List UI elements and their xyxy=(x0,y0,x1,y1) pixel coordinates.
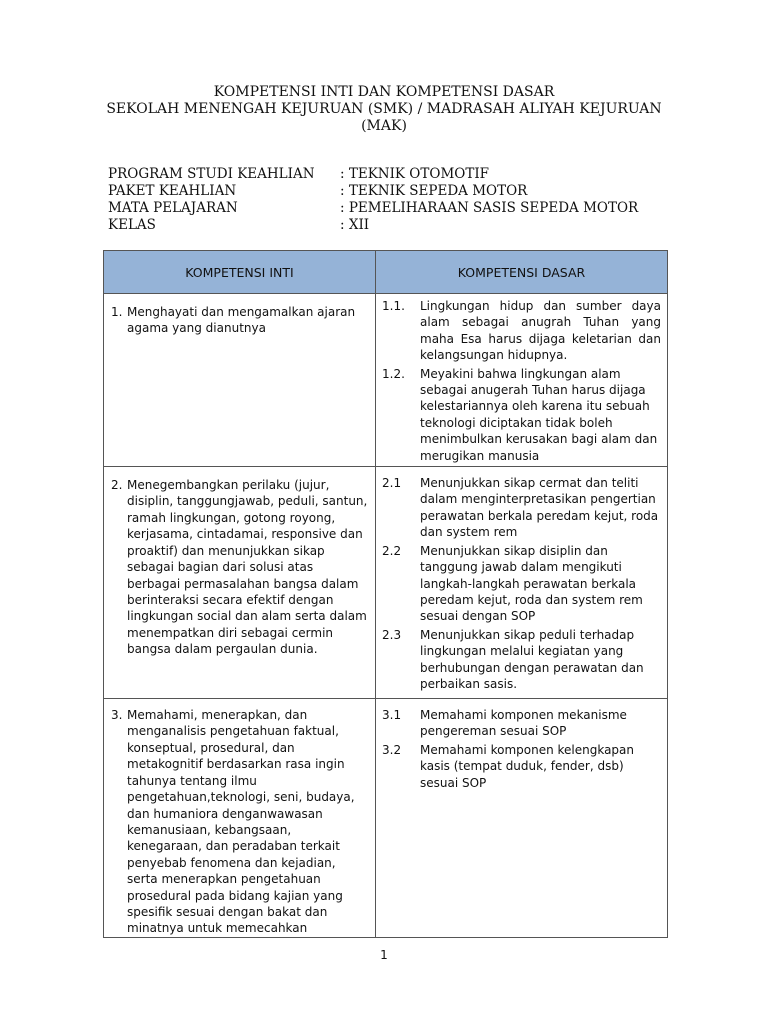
meta-value: : TEKNIK OTOMOTIF xyxy=(340,166,490,182)
meta-label: PROGRAM STUDI KEAHLIAN xyxy=(108,166,315,182)
ki-text: Menegembangkan perilaku (jujur, disiplin, tanggungjawab, peduli, santun, ramah lingkungan, gotong royong, kerjasama, cintadamai, responsive dan proaktif) dan menunjukkan sikap sebagai bagian dari solusi atas berbagai permasalahan bangsa dalam berinteraksi secara efektif dengan lingkungan social dan alam serta dalam menempatkan diri sebagai cermin bangsa dalam pergaulan dunia. xyxy=(127,478,368,657)
meta-value: : PEMELIHARAAN SASIS SEPEDA MOTOR xyxy=(340,200,639,216)
kd-text: Menunjukkan sikap disiplin dan tanggung jawab dalam mengikuti langkah-langkah perawatan berkala peredam kejut, roda dan system rem sesuai dengan SOP xyxy=(420,543,643,624)
kd-number: 2.1 xyxy=(382,476,402,491)
meta-label: MATA PELAJARAN xyxy=(108,200,238,216)
title-line-1: KOMPETENSI INTI DAN KOMPETENSI DASAR xyxy=(213,84,555,100)
meta-row-program xyxy=(108,166,638,183)
program-info xyxy=(108,166,638,234)
kd-text: Lingkungan hidup dan sumber daya alam sebagai anugrah Tuhan yang maha Esa harus dijaga keletarian dan kelangsungan hidupnya. xyxy=(420,299,661,363)
meta-row-kelas xyxy=(108,217,638,234)
header-kompetensi-inti: KOMPETENSI INTI xyxy=(104,251,376,294)
ki-cell xyxy=(104,699,376,938)
ki-text: Memahami, menerapkan, dan menganalisis pengetahuan faktual, konseptual, prosedural, dan metakognitif berdasarkan rasa ingin tahunya tentang ilmu pengetahuan,teknologi, seni, budaya, dan humaniora denganwawasan kemanusiaan, kebangsaan, kenegaraan, dan peradaban terkait penyebab fenomena dan kejadian, serta menerapkan pengetahuan prosedural pada bidang kajian yang spesifik sesuai dengan bakat dan minatnya untuk memecahkan xyxy=(127,708,355,936)
table-row xyxy=(104,467,668,699)
kd-item xyxy=(382,627,661,693)
kd-cell xyxy=(376,699,668,938)
kd-number: 3.2 xyxy=(382,742,402,757)
kd-text: Menunjukkan sikap cermat dan teliti dalam menginterpretasikan pengertian perawatan berkala peredam kejut, roda dan system rem xyxy=(420,476,659,540)
kd-number: 3.1 xyxy=(382,708,402,723)
ki-number: 3. xyxy=(111,708,123,723)
meta-value: : XII xyxy=(340,217,370,233)
ki-number: 2. xyxy=(111,478,123,493)
kd-item xyxy=(382,543,661,625)
meta-label: KELAS xyxy=(108,217,156,233)
title-line-3: (MAK) xyxy=(361,118,407,134)
kd-number: 2.2 xyxy=(382,543,402,558)
ki-number: 1. xyxy=(111,305,123,319)
kd-number: 1.2. xyxy=(382,366,405,381)
table-row xyxy=(104,699,668,938)
kd-number: 2.3 xyxy=(382,627,402,642)
competency-table xyxy=(103,250,668,938)
table-header-row xyxy=(104,251,668,294)
kd-cell xyxy=(376,294,668,467)
ki-cell xyxy=(104,467,376,699)
ki-cell xyxy=(104,294,376,467)
kd-text: Memahami komponen kelengkapan kasis (tempat duduk, fender, dsb) sesuai SOP xyxy=(420,742,635,790)
ki-text: Menghayati dan mengamalkan ajaran agama yang dianutnya xyxy=(127,305,356,336)
meta-row-paket xyxy=(108,183,638,200)
kd-item xyxy=(382,742,661,791)
meta-value: : TEKNIK SEPEDA MOTOR xyxy=(340,183,528,199)
meta-row-mapel xyxy=(108,200,638,217)
kd-item xyxy=(382,366,661,464)
table-row xyxy=(104,294,668,467)
kd-number: 1.1. xyxy=(382,299,405,313)
kd-text: Menunjukkan sikap peduli terhadap lingkungan melalui kegiatan yang berhubungan dengan perawatan dan perbaikan sasis. xyxy=(420,627,644,691)
document-title xyxy=(100,84,668,135)
page-number: 1 xyxy=(380,948,388,962)
kd-item xyxy=(382,707,661,740)
kd-text: Memahami komponen mekanisme pengereman sesuai SOP xyxy=(420,708,627,739)
kd-item xyxy=(382,298,661,364)
kd-item xyxy=(382,475,661,541)
kd-cell xyxy=(376,467,668,699)
header-kompetensi-dasar: KOMPETENSI DASAR xyxy=(376,251,668,294)
kd-text: Meyakini bahwa lingkungan alam sebagai anugerah Tuhan harus dijaga kelestariannya oleh karena itu sebuah teknologi diciptakan tidak boleh menimbulkan kerusakan bagi alam dan merugikan manusia xyxy=(420,366,658,463)
meta-label: PAKET KEAHLIAN xyxy=(108,183,237,199)
title-line-2: SEKOLAH MENENGAH KEJURUAN (SMK) / MADRASAH ALIYAH KEJURUAN xyxy=(106,101,662,117)
